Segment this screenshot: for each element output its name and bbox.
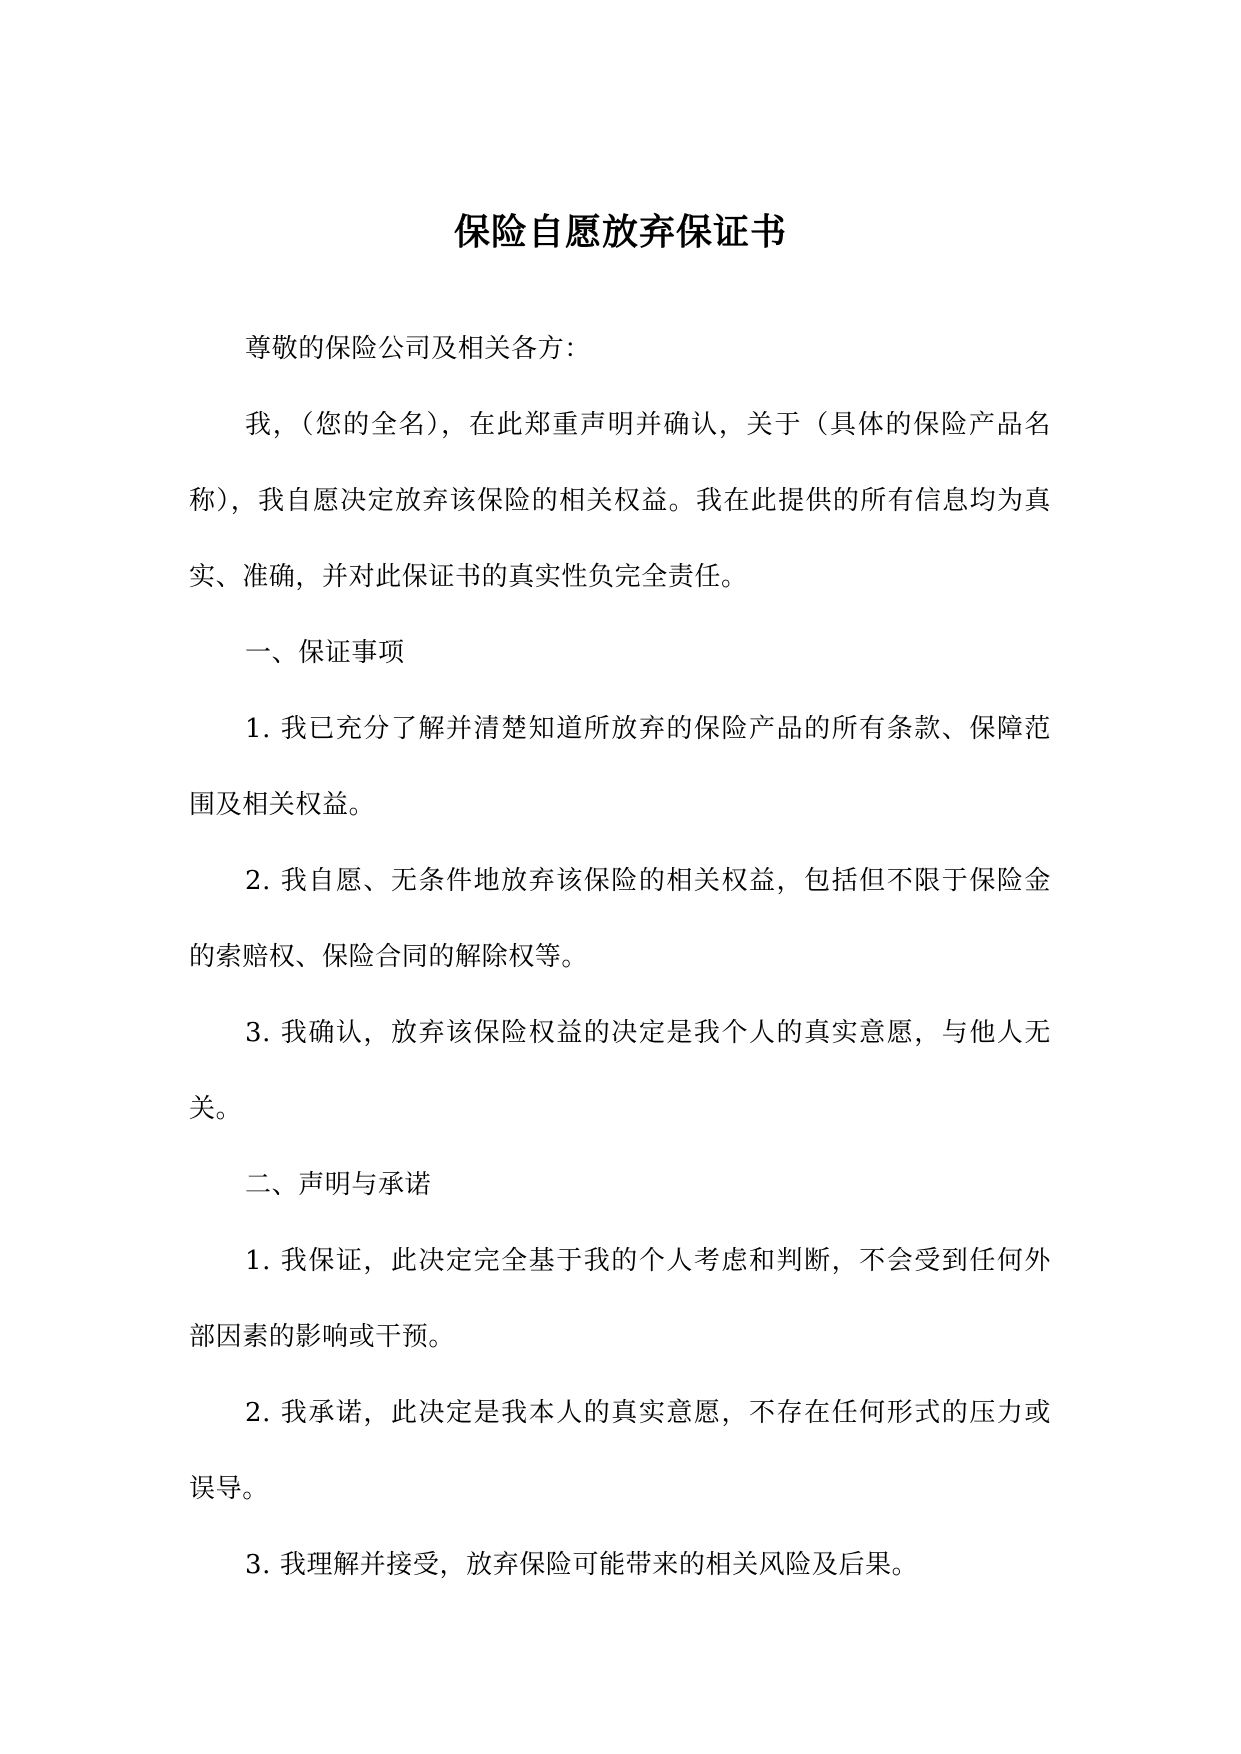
guarantee-item-3: 3. 我确认，放弃该保险权益的决定是我个人的真实意愿，与他人无关。 [189, 1018, 1051, 1124]
document-title: 保险自愿放弃保证书 [453, 211, 787, 254]
section-heading-statement: 二、声明与承诺 [245, 1170, 432, 1200]
section-heading-guarantees: 一、保证事项 [245, 638, 405, 668]
statement-item-2: 2. 我承诺，此决定是我本人的真实意愿，不存在任何形式的压力或误导。 [189, 1398, 1051, 1504]
document-body [189, 311, 1051, 1603]
guarantee-item-2: 2. 我自愿、无条件地放弃该保险的相关权益，包括但不限于保险金的索赔权、保险合同的解除权等。 [189, 866, 1051, 972]
statement-item-1: 1. 我保证，此决定完全基于我的个人考虑和判断，不会受到任何外部因素的影响或干预。 [189, 1246, 1051, 1352]
guarantee-item-1: 1. 我已充分了解并清楚知道所放弃的保险产品的所有条款、保障范围及相关权益。 [189, 714, 1051, 820]
declaration-paragraph: 我，（您的全名），在此郑重声明并确认，关于（具体的保险产品名称），我自愿决定放弃该保险的相关权益。我在此提供的所有信息均为真实、准确，并对此保证书的真实性负完全责任。 [189, 410, 1051, 592]
salutation: 尊敬的保险公司及相关各方： [245, 334, 591, 364]
statement-item-3: 3. 我理解并接受，放弃保险可能带来的相关风险及后果。 [245, 1550, 919, 1580]
